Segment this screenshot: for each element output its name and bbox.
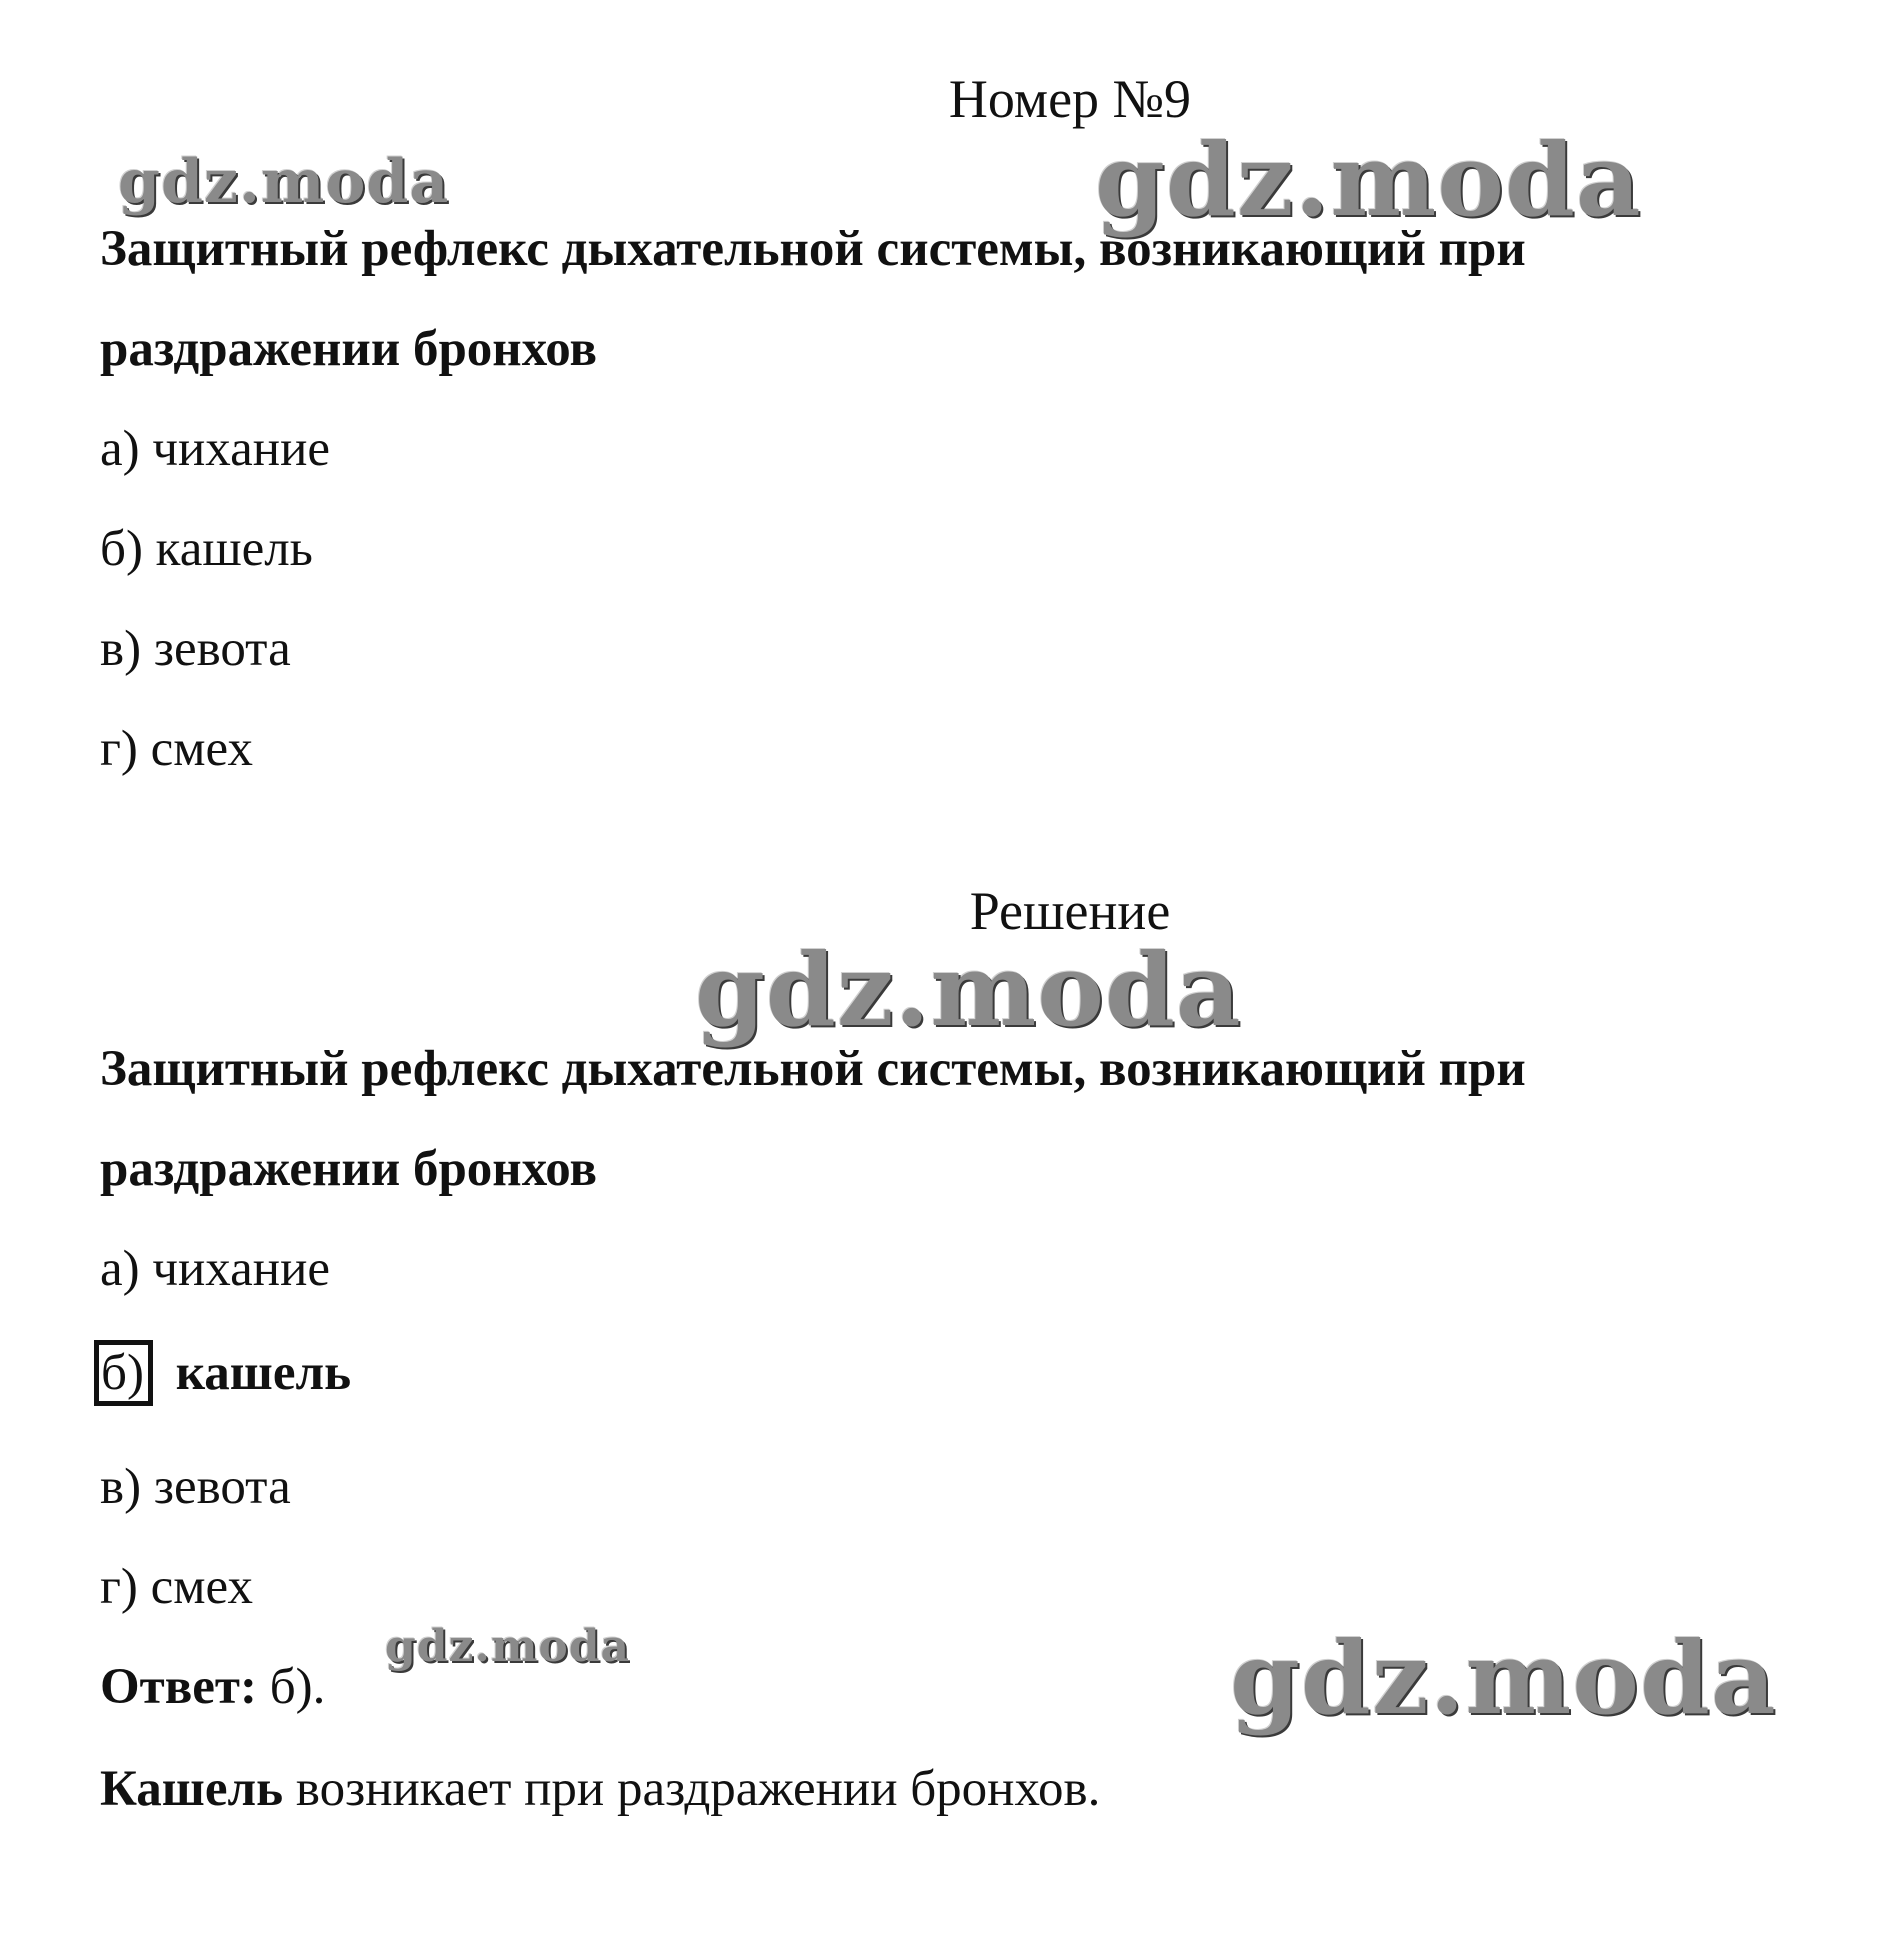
problem-number-title: Номер №9 xyxy=(948,69,1192,129)
answer-value: б). xyxy=(269,1659,326,1715)
explanation-line xyxy=(100,1761,1101,1817)
explanation-text: возникает при раздражении бронхов. xyxy=(295,1761,1101,1817)
solution-question-text: Защитный рефлекс дыхательной системы, возникающий при xyxy=(100,1041,1526,1097)
solution-option-c: в) зевота xyxy=(100,1459,291,1515)
solution-option-b-correct xyxy=(100,1345,352,1401)
question-text: раздражении бронхов xyxy=(100,321,598,377)
correct-answer-text: кашель xyxy=(175,1345,352,1401)
watermark: gdz.moda xyxy=(118,147,450,217)
explanation-term: Кашель xyxy=(100,1761,284,1817)
solution-title: Решение xyxy=(969,881,1171,941)
solution-question-text: раздражении бронхов xyxy=(100,1141,598,1197)
option-d: г) смех xyxy=(100,721,254,777)
solution-option-d: г) смех xyxy=(100,1559,254,1615)
watermark: gdz.moda xyxy=(695,931,1242,1049)
watermark: gdz.moda xyxy=(1095,121,1642,239)
option-c: в) зевота xyxy=(100,621,291,677)
answer-line xyxy=(100,1659,326,1715)
answer-label: Ответ: xyxy=(100,1659,257,1715)
question-text: Защитный рефлекс дыхательной системы, возникающий при xyxy=(100,221,1526,277)
watermark: gdz.moda xyxy=(1230,1619,1777,1737)
watermark: gdz.moda xyxy=(385,1621,631,1672)
correct-answer-box: б) xyxy=(94,1340,153,1406)
option-b: б) кашель xyxy=(100,521,313,577)
option-a: а) чихание xyxy=(100,421,330,477)
solution-option-a: а) чихание xyxy=(100,1241,330,1297)
